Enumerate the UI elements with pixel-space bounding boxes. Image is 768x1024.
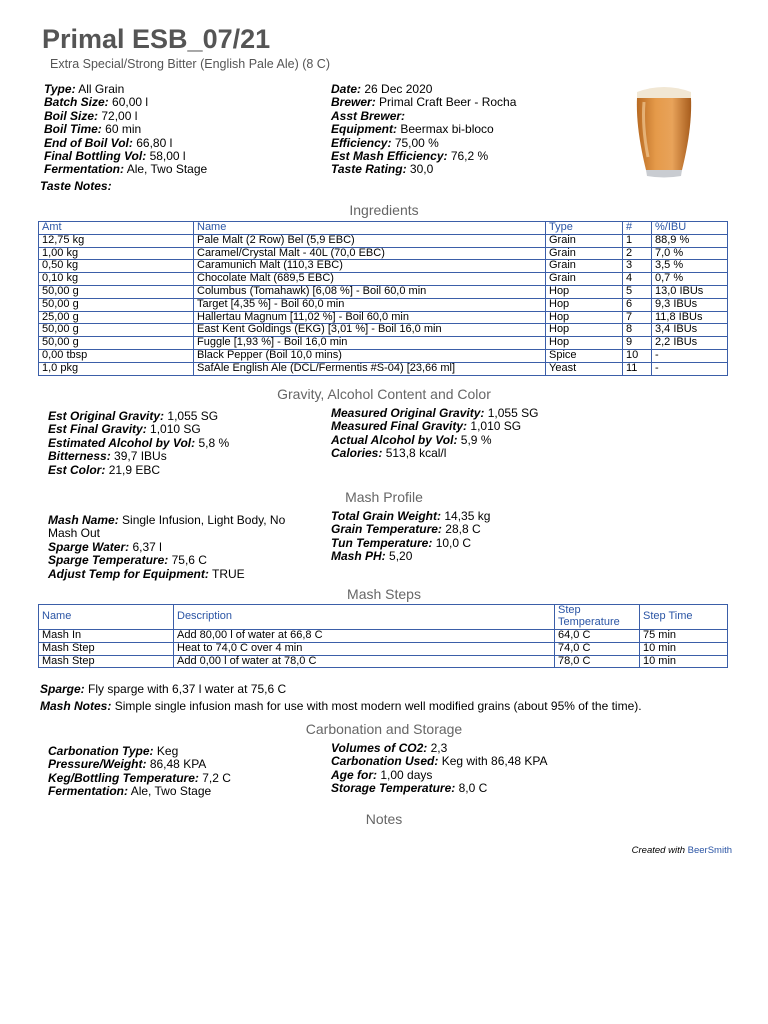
field-value: 513,8 kcal/l (385, 446, 447, 461)
field-row (48, 758, 231, 771)
field-row (48, 410, 229, 423)
table-row (39, 349, 728, 362)
col-step-time: Step Time (640, 605, 728, 630)
table-cell: 50,00 g (39, 324, 194, 337)
field-row (44, 110, 207, 123)
field-row (331, 550, 490, 563)
table-cell: 13,0 IBUs (652, 285, 728, 298)
table-cell: Chocolate Malt (689,5 EBC) (194, 273, 546, 286)
table-cell: Grain (546, 273, 623, 286)
notes-heading: Notes (365, 811, 403, 827)
field-value: 8,0 C (458, 781, 488, 796)
field-label: Measured Original Gravity: (331, 406, 485, 420)
field-row (48, 514, 308, 541)
field-row (44, 83, 207, 96)
col-name: Name (194, 222, 546, 235)
field-value: 28,8 C (445, 522, 481, 537)
recipe-style: Extra Special/Strong Bitter (English Pale Ale) (8 C) (50, 57, 330, 71)
field-value: Keg (156, 744, 179, 758)
field-row (331, 407, 538, 420)
field-label: Fermentation: (44, 162, 125, 177)
field-label: Batch Size: (44, 95, 109, 110)
field-value: 60 min (105, 122, 142, 137)
table-cell: 2 (623, 247, 652, 260)
field-label: Volumes of CO2: (331, 741, 428, 755)
field-row (331, 83, 516, 96)
field-label: Boil Size: (44, 108, 99, 123)
field-value: All Grain (78, 82, 125, 96)
table-cell: Mash In (39, 630, 174, 643)
field-label: Measured Final Gravity: (331, 419, 468, 434)
field-row (331, 510, 490, 523)
field-row (48, 464, 229, 477)
table-cell: Columbus (Tomahawk) [6,08 %] - Boil 60,0 min (194, 285, 546, 298)
table-cell: SafAle English Ale (DCL/Fermentis #S-04) [23,66 ml] (194, 362, 546, 375)
table-cell: Hop (546, 337, 623, 350)
table-cell: 0,00 tbsp (39, 349, 194, 362)
table-cell: Add 80,00 l of water at 66,8 C (174, 630, 555, 643)
field-label: Equipment: (331, 122, 397, 137)
table-cell: Mash Step (39, 655, 174, 668)
field-label: Fermentation: (48, 784, 129, 799)
field-row (44, 150, 207, 163)
table-row (39, 655, 728, 668)
table-cell: Spice (546, 349, 623, 362)
table-cell: 1 (623, 234, 652, 247)
gravity-right (331, 407, 538, 461)
field-row (48, 541, 308, 554)
recipe-title: Primal ESB_07/21 (42, 24, 271, 54)
table-cell: 0,10 kg (39, 273, 194, 286)
field-row (48, 772, 231, 785)
table-row (39, 642, 728, 655)
table-cell: 12,75 kg (39, 234, 194, 247)
field-row (44, 96, 207, 109)
table-cell: Hallertau Magnum [11,02 %] - Boil 60,0 min (194, 311, 546, 324)
table-cell: Fuggle [1,93 %] - Boil 16,0 min (194, 337, 546, 350)
table-cell: 2,2 IBUs (652, 337, 728, 350)
field-label: Pressure/Weight: (48, 757, 147, 772)
field-label: Age for: (331, 767, 377, 782)
table-row (39, 298, 728, 311)
field-label: Brewer: (331, 95, 376, 110)
field-label: Calories: (331, 446, 383, 461)
carbonation-heading: Carbonation and Storage (305, 721, 463, 737)
table-cell: 3,4 IBUs (652, 324, 728, 337)
col-amt: Amt (39, 222, 194, 235)
carbonation-right (331, 742, 548, 796)
field-value: 72,00 l (101, 108, 138, 123)
ingredients-heading: Ingredients (349, 202, 419, 218)
field-label: Storage Temperature: (331, 781, 456, 796)
field-label: Type: (44, 82, 76, 96)
field-value: 60,00 l (112, 95, 149, 110)
field-label: Total Grain Weight: (331, 509, 441, 523)
field-row (331, 537, 490, 550)
field-value: 26 Dec 2020 (364, 82, 433, 96)
field-label: Date: (331, 82, 362, 96)
table-cell: Add 0,00 l of water at 78,0 C (174, 655, 555, 668)
field-row (48, 785, 231, 798)
table-cell: 9,3 IBUs (652, 298, 728, 311)
field-value: 75,6 C (171, 553, 207, 568)
col-number: # (623, 222, 652, 235)
table-cell: 0,7 % (652, 273, 728, 286)
field-value: 1,010 SG (470, 419, 522, 434)
table-cell: 50,00 g (39, 298, 194, 311)
field-label: Sparge Water: (48, 539, 130, 554)
field-row (331, 96, 516, 109)
mash-steps-header-row (39, 605, 728, 630)
table-cell: 25,00 g (39, 311, 194, 324)
table-cell: 4 (623, 273, 652, 286)
mash-steps-heading: Mash Steps (347, 586, 421, 602)
field-row (331, 755, 548, 768)
table-row (39, 260, 728, 273)
table-row (39, 311, 728, 324)
field-value: 75,00 % (394, 135, 439, 150)
field-row (48, 437, 229, 450)
field-label: End of Boil Vol: (44, 135, 133, 150)
field-value: 86,48 KPA (149, 757, 207, 772)
info-left (44, 83, 207, 177)
field-value: 30,0 (409, 162, 434, 177)
field-value: 1,00 days (380, 767, 433, 782)
field-row (331, 447, 538, 460)
field-row (44, 123, 207, 136)
mash-profile-left (48, 514, 308, 581)
table-cell: 1,00 kg (39, 247, 194, 260)
table-cell: 5 (623, 285, 652, 298)
mash-notes-line: Mash Notes: Simple single infusion mash for use with most modern well modified grains (about 95% of the time). (40, 699, 642, 713)
field-label: Carbonation Type: (48, 744, 154, 758)
field-label: Est Color: (48, 462, 106, 477)
table-cell: Yeast (546, 362, 623, 375)
table-cell: 10 min (640, 655, 728, 668)
field-label: Keg/Bottling Temperature: (48, 770, 199, 785)
sparge-line: Sparge: Fly sparge with 6,37 l water at 75,6 C (40, 682, 287, 696)
field-row (331, 782, 548, 795)
field-label: Est Final Gravity: (48, 422, 147, 437)
field-row (44, 137, 207, 150)
field-label: Final Bottling Vol: (44, 149, 147, 164)
table-cell: Grain (546, 234, 623, 247)
field-row (48, 568, 308, 581)
field-value: Keg with 86,48 KPA (441, 754, 548, 769)
field-label: Bitterness: (48, 449, 111, 464)
table-cell: Pale Malt (2 Row) Bel (5,9 EBC) (194, 234, 546, 247)
field-row (48, 450, 229, 463)
col-step-temperature: Step Temperature (555, 605, 640, 630)
table-cell: 50,00 g (39, 337, 194, 350)
ingredients-header-row (39, 222, 728, 235)
table-cell: - (652, 349, 728, 362)
table-cell: 10 min (640, 642, 728, 655)
table-cell: 75 min (640, 630, 728, 643)
table-row (39, 337, 728, 350)
table-cell: Hop (546, 285, 623, 298)
beer-glass-icon (632, 82, 696, 180)
table-cell: Grain (546, 247, 623, 260)
field-row (331, 420, 538, 433)
table-cell: 9 (623, 337, 652, 350)
col-step-name: Name (39, 605, 174, 630)
field-value: Ale, Two Stage (126, 162, 208, 177)
col-type: Type (546, 222, 623, 235)
field-row (331, 523, 490, 536)
created-with-credit: Created with BeerSmith (631, 845, 732, 856)
table-cell: 11,8 IBUs (652, 311, 728, 324)
field-value: Single Infusion, Light Body, No Mash Out (48, 513, 286, 541)
field-value: 14,35 kg (444, 509, 491, 523)
table-cell: Caramel/Crystal Malt - 40L (70,0 EBC) (194, 247, 546, 260)
field-row (48, 423, 229, 436)
table-cell: 6 (623, 298, 652, 311)
field-label: Grain Temperature: (331, 522, 442, 537)
table-cell: 7,0 % (652, 247, 728, 260)
table-cell: Hop (546, 311, 623, 324)
table-cell: 3,5 % (652, 260, 728, 273)
table-cell: East Kent Goldings (EKG) [3,01 %] - Boil 16,0 min (194, 324, 546, 337)
field-value: 6,37 l (132, 539, 162, 554)
field-value: 21,9 EBC (108, 462, 161, 477)
carbonation-left (48, 745, 231, 799)
table-cell: Grain (546, 260, 623, 273)
field-value: 5,20 (389, 549, 413, 564)
table-cell: - (652, 362, 728, 375)
field-value: Ale, Two Stage (130, 784, 212, 799)
table-cell: 3 (623, 260, 652, 273)
field-row (48, 554, 308, 567)
field-label: Mash Name: (48, 513, 119, 527)
field-value: 7,2 C (202, 770, 231, 785)
field-value: Beermax bi-bloco (400, 122, 494, 137)
table-cell: Target [4,35 %] - Boil 60,0 min (194, 298, 546, 311)
table-cell: Mash Step (39, 642, 174, 655)
field-label: Taste Rating: (331, 162, 407, 177)
taste-notes: Taste Notes: (40, 179, 112, 193)
table-row (39, 362, 728, 375)
field-value: 10,0 C (435, 535, 472, 550)
table-cell: 7 (623, 311, 652, 324)
table-cell: 10 (623, 349, 652, 362)
field-label: Adjust Temp for Equipment: (48, 566, 209, 581)
table-cell: 11 (623, 362, 652, 375)
table-cell: Heat to 74,0 C over 4 min (174, 642, 555, 655)
field-value: 1,010 SG (150, 422, 201, 437)
field-value: 58,00 l (149, 149, 186, 164)
table-row (39, 324, 728, 337)
field-value: 66,80 l (136, 135, 173, 150)
field-label: Tun Temperature: (331, 535, 433, 550)
table-row (39, 285, 728, 298)
table-cell: Black Pepper (Boil 10,0 mins) (194, 349, 546, 362)
field-value: 76,2 % (450, 149, 489, 164)
gravity-heading: Gravity, Alcohol Content and Color (277, 386, 491, 402)
mash-steps-table (38, 604, 728, 668)
field-row (48, 745, 231, 758)
mash-profile-heading: Mash Profile (345, 489, 423, 505)
table-cell: 78,0 C (555, 655, 640, 668)
field-label: Carbonation Used: (331, 754, 439, 769)
field-row (331, 434, 538, 447)
field-row (331, 137, 516, 150)
mash-profile-right (331, 510, 490, 564)
field-row (331, 163, 516, 176)
field-label: Actual Alcohol by Vol: (331, 432, 458, 447)
field-label: Est Original Gravity: (48, 409, 165, 423)
field-value: 5,9 % (460, 432, 492, 447)
table-cell: 8 (623, 324, 652, 337)
field-label: Mash PH: (331, 549, 386, 564)
field-value: Primal Craft Beer - Rocha (379, 95, 517, 110)
field-value: TRUE (212, 566, 245, 581)
table-cell: Hop (546, 298, 623, 311)
gravity-left (48, 410, 229, 477)
field-value: 1,055 SG (167, 409, 219, 423)
ingredients-table (38, 221, 728, 376)
beersmith-link[interactable]: BeerSmith (687, 845, 732, 856)
table-cell: Caramunich Malt (110,3 EBC) (194, 260, 546, 273)
table-cell: 1,0 pkg (39, 362, 194, 375)
table-row (39, 630, 728, 643)
col-step-description: Description (174, 605, 555, 630)
field-value: 2,3 (430, 741, 448, 755)
table-row (39, 247, 728, 260)
field-label: Efficiency: (331, 135, 392, 150)
col-ibu: %/IBU (652, 222, 728, 235)
field-label: Sparge Temperature: (48, 553, 169, 568)
field-row (331, 150, 516, 163)
table-cell: 74,0 C (555, 642, 640, 655)
table-row (39, 234, 728, 247)
field-label: Est Mash Efficiency: (331, 149, 448, 164)
field-row (331, 123, 516, 136)
table-cell: 88,9 % (652, 234, 728, 247)
table-row (39, 273, 728, 286)
field-value: 1,055 SG (487, 406, 539, 420)
field-label: Estimated Alcohol by Vol: (48, 435, 196, 450)
field-row (331, 742, 548, 755)
field-row (331, 110, 516, 123)
field-value: 5,8 % (198, 435, 230, 450)
table-cell: 0,50 kg (39, 260, 194, 273)
table-cell: 64,0 C (555, 630, 640, 643)
field-label: Asst Brewer: (331, 108, 406, 123)
info-right (331, 83, 516, 177)
field-label: Boil Time: (44, 122, 102, 137)
field-row (44, 163, 207, 176)
field-value: 39,7 IBUs (114, 449, 167, 464)
table-cell: Hop (546, 324, 623, 337)
field-row (331, 769, 548, 782)
table-cell: 50,00 g (39, 285, 194, 298)
